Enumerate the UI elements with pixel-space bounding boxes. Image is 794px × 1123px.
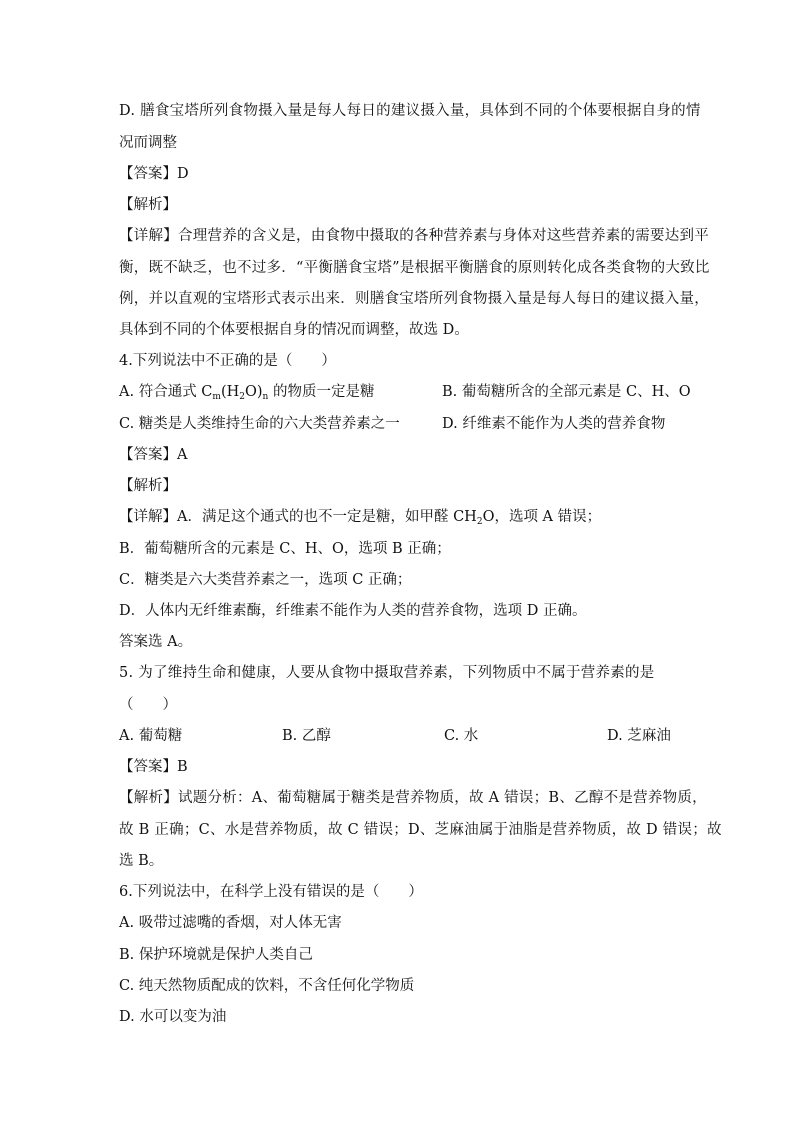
q3-explanation-line4: 具体到不同的个体要根据自身的情况而调整，故选 D。	[119, 322, 469, 338]
q4-option-c: C. 糖类是人类维持生命的六大类营养素之一	[119, 416, 400, 432]
q3-analysis-label: 【解析】	[119, 197, 177, 213]
q4-expl-1b: O，选项 A 错误；	[482, 509, 602, 525]
q6-stem: 6.下列说法中，在科学上没有错误的是（ ）	[119, 884, 423, 900]
q5-option-c: C. 水	[444, 728, 479, 744]
q4-final-answer: 答案选 A。	[119, 634, 193, 650]
q6-option-b: B. 保护环境就是保护人类自己	[119, 947, 313, 963]
q4-sub-2: 2	[239, 392, 245, 402]
q5-explanation-line3: 选 B。	[119, 853, 164, 869]
q4-explanation-line2: B．葡萄糖所含的元素是 C、H、O，选项 B 正确；	[119, 541, 451, 557]
q4-sub-m: m	[212, 392, 221, 402]
q6-option-c: C. 纯天然物质配成的饮料，不含任何化学物质	[119, 978, 415, 994]
q4-expl-1a: 【详解】A．满足这个通式的也不一定是糖，如甲醛 CH	[119, 509, 477, 525]
q3-explanation-line1: 【详解】合理营养的含义是，由食物中摄取的各种营养素与身体对这些营养素的需要达到平	[119, 228, 709, 244]
q4-sub-n: n	[262, 392, 269, 402]
q5-option-a: A. 葡萄糖	[119, 728, 183, 744]
q4-answer: 【答案】A	[119, 447, 188, 463]
q4-analysis-label: 【解析】	[119, 478, 177, 494]
q4-option-b: B. 葡萄糖所含的全部元素是 C、H、O	[442, 384, 691, 400]
q4-option-a-o: O)	[245, 384, 263, 400]
q5-option-d: D. 芝麻油	[607, 728, 671, 744]
q4-option-a-rest: 的物质一定是糖	[268, 384, 375, 400]
q3-explanation-line3: 例，并以直观的宝塔形式表示出来．则膳食宝塔所列食物摄入量是每人每日的建议摄入量，	[119, 291, 709, 307]
q6-option-d: D. 水可以变为油	[119, 1009, 227, 1025]
q6-option-a: A. 吸带过滤嘴的香烟，对人体无害	[119, 915, 342, 931]
q5-explanation-line2: 故 B 正确；C、水是营养物质，故 C 错误；D、芝麻油属于油脂是营养物质，故 D 错误；故	[119, 822, 722, 838]
q3-option-d-line2: 况而调整	[119, 135, 177, 151]
q5-stem: 5. 为了维持生命和健康，人要从食物中摄取营养素，下列物质中不属于营养素的是	[119, 665, 655, 681]
q4-option-a	[119, 382, 374, 402]
q4-stem: 4.下列说法中不正确的是（ ）	[119, 353, 336, 369]
q3-explanation-line2: 衡，既不缺乏，也不过多．“平衡膳食宝塔”是根据平衡膳食的原则转化成各类食物的大致比	[119, 260, 710, 276]
q5-stem-bracket: （ ）	[119, 697, 177, 713]
q4-explanation-line1	[119, 507, 601, 527]
q4-option-d: D. 纤维素不能作为人类的营养食物	[442, 416, 666, 432]
q4-explanation-line3: C．糖类是六大类营养素之一，选项 C 正确；	[119, 572, 412, 588]
q3-option-d-line1: D. 膳食宝塔所列食物摄入量是每人每日的建议摄入量，具体到不同的个体要根据自身的情	[119, 103, 701, 119]
q5-explanation-line1: 【解析】试题分析：A、葡萄糖属于糖类是营养物质，故 A 错误；B、乙醇不是营养物质，	[119, 790, 707, 806]
q4-option-a-mid: (H	[220, 384, 240, 400]
q4-expl-sub: 2	[476, 517, 483, 527]
q4-option-a-text: A. 符合通式 C	[119, 384, 213, 400]
q5-option-b: B. 乙醇	[282, 728, 331, 744]
q5-answer: 【答案】B	[119, 759, 188, 775]
q3-answer: 【答案】D	[119, 166, 189, 182]
q4-explanation-line4: D．人体内无纤维素酶，纤维素不能作为人类的营养食物，选项 D 正确。	[119, 603, 587, 619]
